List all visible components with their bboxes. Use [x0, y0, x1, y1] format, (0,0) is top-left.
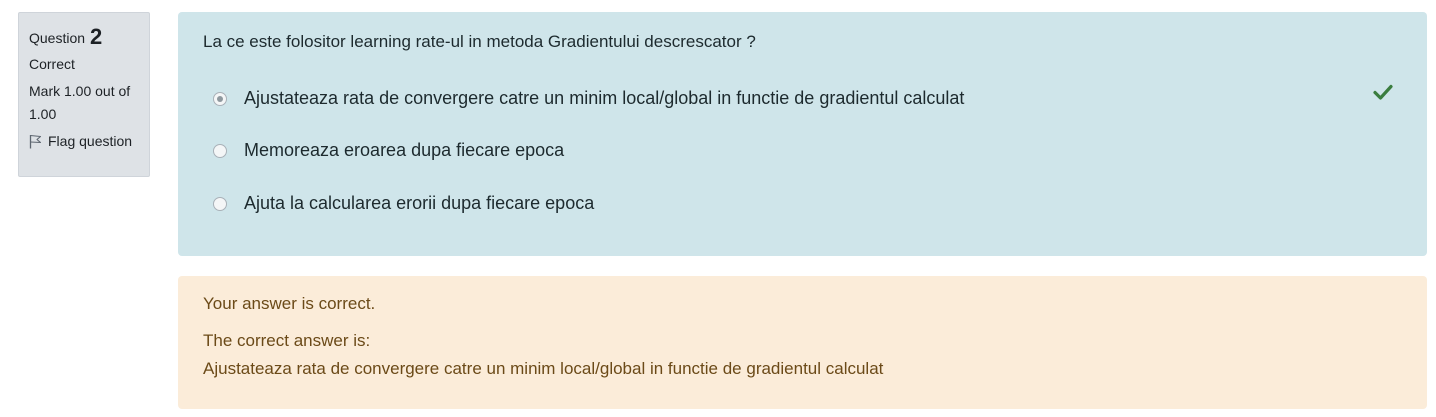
answer-option-2[interactable] — [213, 140, 564, 161]
question-number-value: 2 — [90, 24, 103, 49]
answer-radio-3[interactable] — [213, 197, 227, 211]
question-state: Correct — [29, 56, 75, 72]
answer-option-1[interactable] — [213, 88, 964, 109]
flag-question-label: Flag question — [48, 133, 133, 149]
answer-radio-1[interactable] — [213, 92, 227, 106]
answer-option-3[interactable] — [213, 193, 594, 214]
question-label: Question — [29, 30, 86, 46]
question-formulation — [178, 12, 1427, 256]
feedback-text: Your answer is correct. — [203, 294, 376, 313]
question-number — [29, 23, 139, 49]
right-answer-text: Ajustateaza rata de convergere catre un minim local/global in functie de gradientul calculat — [203, 359, 884, 378]
answer-label-1: Ajustateaza rata de convergere catre un minim local/global in functie de gradientul calculat — [244, 88, 965, 108]
flag-icon — [29, 134, 42, 149]
right-answer-label: The correct answer is: — [203, 331, 371, 350]
question-info-panel — [18, 12, 150, 177]
question-grade: Mark 1.00 out of 1.00 — [29, 83, 131, 122]
question-outcome — [178, 276, 1427, 409]
answer-label-3: Ajuta la calcularea erorii dupa fiecare epoca — [244, 193, 595, 213]
answer-label-2: Memoreaza eroarea dupa fiecare epoca — [244, 140, 565, 160]
answer-radio-2[interactable] — [213, 144, 227, 158]
question-text: La ce este folositor learning rate-ul in metoda Gradientului descrescator ? — [203, 32, 756, 51]
correct-check-icon — [1373, 84, 1393, 100]
flag-question-button[interactable] — [29, 133, 139, 149]
